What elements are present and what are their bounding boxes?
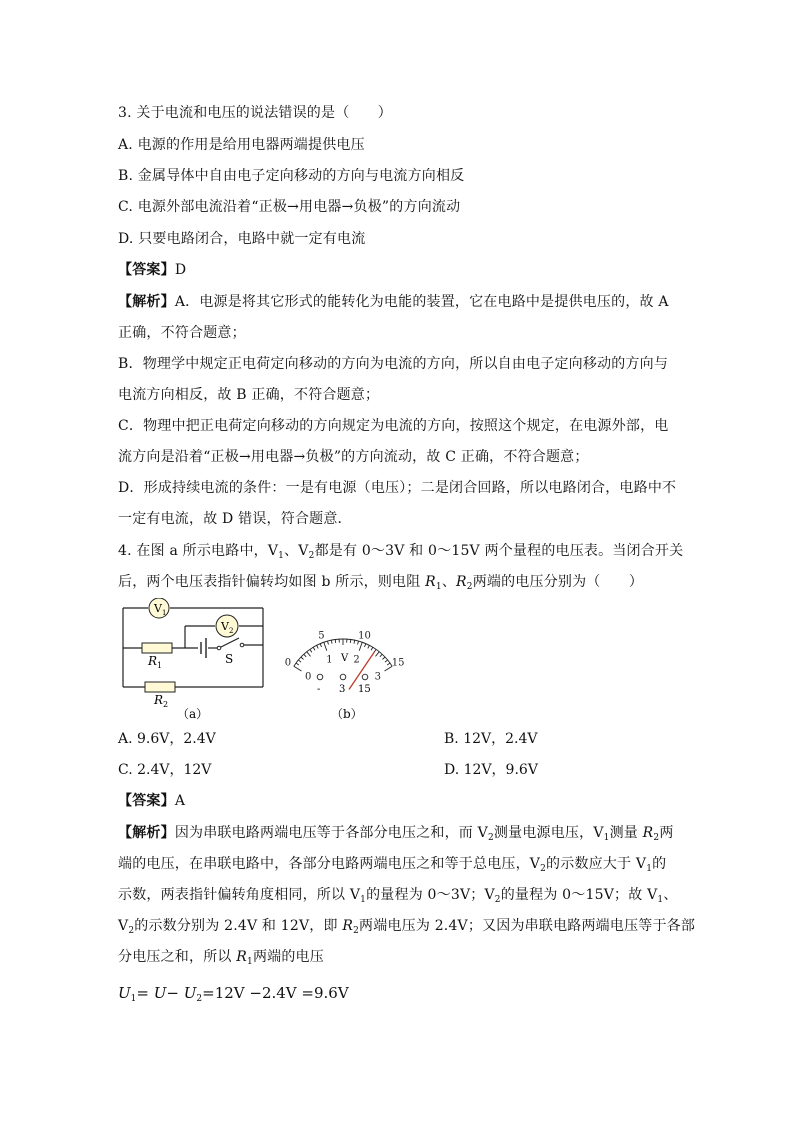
stem-text: 、 bbox=[441, 574, 457, 590]
subscript: 2 bbox=[466, 582, 473, 592]
q3-answer bbox=[118, 261, 186, 279]
subscript: 1 bbox=[657, 895, 664, 905]
q4-answer bbox=[118, 792, 185, 810]
stem-text: 、V bbox=[284, 543, 309, 559]
resistor-r1 bbox=[142, 643, 172, 653]
subscript: 2 bbox=[196, 994, 203, 1004]
dial-tick bbox=[298, 660, 301, 662]
dial-tick bbox=[307, 652, 311, 657]
q3-option-d: D. 只要电路闭合，电路中就一定有电流 bbox=[118, 231, 366, 247]
dial-top-scale-label: 5 bbox=[318, 630, 325, 642]
q3-analysis-line-7: D．形成持续电流的条件：一是有电源（电压）；二是闭合回路，所以电路闭合，电路中不 bbox=[118, 480, 677, 496]
q4-analysis-line-5 bbox=[118, 948, 324, 966]
formula-var: U bbox=[118, 984, 131, 1002]
subscript: 2 bbox=[128, 926, 135, 936]
q3-option-b: B. 金属导体中自由电子定向移动的方向与电流方向相反 bbox=[118, 168, 465, 184]
subscript: 1 bbox=[130, 994, 137, 1004]
analysis-text: 测量电源电压，V bbox=[493, 825, 604, 841]
svg-text:R2: $R_2$ bbox=[154, 693, 169, 709]
subscript: 1 bbox=[278, 551, 285, 561]
voltmeter-dial-b bbox=[275, 601, 415, 723]
circuit-diagram-a bbox=[115, 598, 275, 723]
q3-analysis-line-3: B．物理学中规定正电荷定向移动的方向为电流的方向，所以自由电子定向移动的方向与 bbox=[118, 356, 669, 372]
dial-tick bbox=[317, 645, 319, 648]
dial-tick bbox=[375, 652, 379, 657]
q3-analysis-line-1 bbox=[118, 293, 669, 311]
dial-tick bbox=[359, 642, 362, 650]
q3-option-a: A. 电源的作用是给用电器两端提供电压 bbox=[118, 137, 365, 153]
dial-tick bbox=[304, 654, 306, 657]
terminal-label: - bbox=[317, 684, 321, 695]
dial-tick bbox=[296, 663, 299, 665]
dial-tick bbox=[294, 666, 302, 671]
dial-tick bbox=[364, 644, 365, 647]
subscript: 2 bbox=[487, 833, 494, 843]
analysis-text: V bbox=[118, 918, 129, 934]
dial-tick bbox=[324, 642, 327, 650]
answer-value: D bbox=[174, 262, 187, 278]
subscript: 1 bbox=[603, 833, 610, 843]
dial-tick bbox=[380, 654, 382, 657]
analysis-label: 【解析】 bbox=[118, 825, 175, 841]
subscript: 2 bbox=[494, 895, 501, 905]
q4-analysis-line-4 bbox=[118, 917, 695, 935]
q3-option-c: C. 电源外部电流沿着“正极→用电器→负极”的方向流动 bbox=[118, 199, 461, 215]
q4-analysis-line-2 bbox=[118, 855, 666, 873]
q4-analysis-line-3 bbox=[118, 886, 678, 904]
stem-text: 后，两个电压表指针偏转均如图 b 所示，则电阻 bbox=[118, 574, 426, 590]
analysis-text: 两端电压为 2.4V；又因为串联电路两端电压等于各部 bbox=[359, 918, 696, 934]
subscript: 2 bbox=[653, 833, 660, 843]
analysis-text: 、 bbox=[663, 887, 678, 903]
switch-label: S bbox=[225, 652, 234, 666]
subscript: 1 bbox=[435, 582, 442, 592]
q3-analysis-line-4: 电流方向相反，故 B 正确，不符合题意； bbox=[118, 387, 380, 403]
analysis-text: 示数，两表指针偏转角度相同，所以 V bbox=[118, 887, 361, 903]
analysis-text: 分电压之和，所以 bbox=[118, 949, 237, 965]
resistor-symbol: R bbox=[642, 825, 654, 841]
dial-tick bbox=[354, 640, 355, 643]
dial-tick bbox=[301, 657, 304, 659]
dial-bottom-scale-label: 1 bbox=[326, 654, 333, 666]
q4-option-c: C. 2.4V，12V bbox=[118, 762, 212, 778]
dial-tick bbox=[387, 663, 390, 665]
q4-option-b: B. 12V，2.4V bbox=[444, 731, 538, 747]
subscript: 2 bbox=[353, 926, 360, 936]
figure-b-caption: （b） bbox=[331, 707, 363, 721]
terminal-label: 15 bbox=[358, 684, 371, 695]
formula-text: =12V −2.4V =9.6V bbox=[202, 984, 349, 1002]
q3-analysis-line-2: 正确，不符合题意； bbox=[118, 325, 246, 341]
analysis-text: A．电源是将其它形式的能转化为电能的装置，它在电路中是提供电压的，故 A bbox=[174, 294, 669, 310]
stem-text: 都是有 0～3V 和 0～15V 两个量程的电压表。当闭合开关 bbox=[314, 543, 684, 559]
q4-option-a: A. 9.6V，2.4V bbox=[118, 731, 216, 747]
dial-tick bbox=[328, 641, 329, 644]
dial-tick bbox=[368, 645, 370, 648]
figure-a-caption: （a） bbox=[177, 707, 209, 721]
dial-top-scale-label: 0 bbox=[284, 657, 292, 669]
analysis-text: 测量 bbox=[609, 825, 643, 841]
q3-stem: 3. 关于电流和电压的说法错误的是（ ） bbox=[118, 105, 393, 121]
formula-text: − bbox=[166, 984, 184, 1002]
terminal-negative bbox=[317, 674, 323, 680]
q3-analysis-line-8: 一定有电流，故 D 错误，符合题意． bbox=[118, 511, 352, 527]
dial-bottom-scale-label: 0 bbox=[305, 671, 312, 683]
subscript: 2 bbox=[308, 551, 315, 561]
analysis-text: 的示数分别为 2.4V 和 12V，即 bbox=[134, 918, 343, 934]
dial-tick bbox=[313, 647, 315, 650]
q4-formula bbox=[118, 983, 349, 1003]
resistor-r2 bbox=[145, 682, 175, 692]
svg-text:V2: $V_2$ bbox=[221, 620, 234, 635]
formula-var: U bbox=[183, 984, 197, 1002]
subscript: 1 bbox=[360, 895, 367, 905]
answer-label: 【答案】 bbox=[118, 262, 175, 278]
analysis-text: 两 bbox=[659, 825, 674, 841]
analysis-text: 端的电压，在串联电路中，各部分电路两端电压之和等于总电压，V bbox=[118, 856, 541, 872]
analysis-text: 两端的电压 bbox=[252, 949, 324, 965]
dial-tick bbox=[385, 660, 388, 662]
q4-stem-line-1 bbox=[118, 542, 683, 560]
answer-label: 【答案】 bbox=[118, 793, 175, 809]
q4-analysis-line-1 bbox=[118, 824, 674, 842]
dial-tick bbox=[310, 649, 312, 652]
formula-text: = bbox=[136, 984, 154, 1002]
dial-bottom-scale-label: 3 bbox=[374, 671, 381, 683]
terminal-15v bbox=[362, 674, 368, 680]
analysis-text: 的 bbox=[652, 856, 667, 872]
resistor-symbol: R bbox=[236, 949, 247, 965]
dial-top-scale-label: 10 bbox=[358, 630, 371, 642]
dial-tick bbox=[382, 657, 385, 659]
dial-top-scale-label: 15 bbox=[391, 657, 405, 669]
dial-tick bbox=[374, 649, 376, 652]
analysis-text: 的示数应大于 V bbox=[546, 856, 647, 872]
q4-stem-line-2 bbox=[118, 573, 643, 591]
analysis-text: 的量程为 0～15V；故 V bbox=[500, 887, 658, 903]
analysis-text: 因为串联电路两端电压等于各部分电压之和，而 V bbox=[174, 825, 488, 841]
stem-text: 4. 在图 a 所示电路中，V bbox=[118, 543, 279, 559]
dial-tick bbox=[331, 640, 332, 643]
dial-tick bbox=[320, 644, 321, 647]
q4-option-d: D. 12V，9.6V bbox=[444, 762, 538, 778]
terminal-3v bbox=[340, 674, 346, 680]
subscript: 1 bbox=[646, 864, 653, 874]
subscript: 2 bbox=[540, 864, 547, 874]
svg-text:V1: $V_1$ bbox=[154, 602, 167, 617]
dial-bottom-scale-label: 2 bbox=[353, 654, 360, 666]
resistor-symbol: R bbox=[425, 574, 436, 590]
answer-value: A bbox=[174, 793, 186, 809]
analysis-label: 【解析】 bbox=[118, 294, 175, 310]
formula-var: U bbox=[153, 984, 167, 1002]
subscript: 1 bbox=[247, 957, 253, 967]
q3-analysis-line-6: 流方向是沿着“正极→用电器→负极”的方向流动，故 C 正确，不符合题意； bbox=[118, 449, 589, 465]
terminal-label: 3 bbox=[339, 684, 346, 695]
dial-unit-label: V bbox=[341, 653, 349, 664]
resistor-symbol: R bbox=[456, 574, 467, 590]
stem-text: 两端的电压分别为（ ） bbox=[472, 574, 644, 590]
svg-text:R1: $R_1$ bbox=[148, 654, 163, 670]
resistor-symbol: R bbox=[342, 918, 354, 934]
analysis-text: 的量程为 0～3V；V bbox=[366, 887, 495, 903]
q3-analysis-line-5: C．物理中把正电荷定向移动的方向规定为电流的方向，按照这个规定，在电源外部，电 bbox=[118, 418, 669, 434]
dial-tick bbox=[371, 647, 373, 650]
